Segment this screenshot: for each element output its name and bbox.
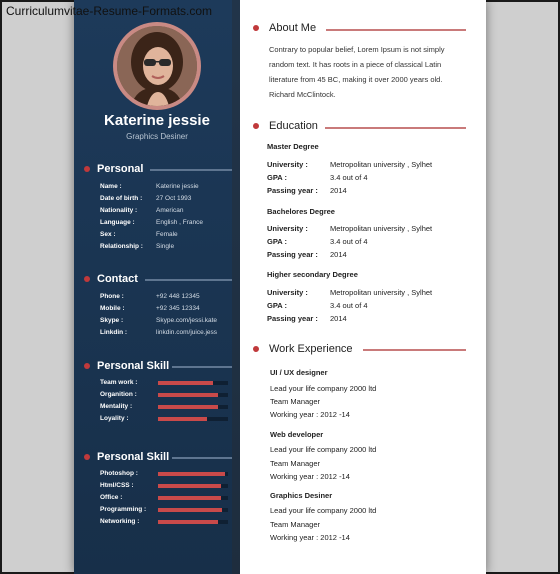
- job-years: Working year : 2012 -14: [270, 533, 350, 542]
- bullet-dot-icon: [253, 25, 259, 31]
- skill-label: Organition :: [100, 391, 137, 398]
- skill-bar: [158, 417, 228, 421]
- personal-row: Date of birth : 27 Oct 1993: [100, 195, 192, 202]
- personal-heading: Personal: [84, 163, 143, 175]
- degree-title: Higher secondary Degree: [267, 270, 358, 279]
- skill-label: Programming :: [100, 506, 147, 513]
- education-row: GPA : 3.4 out of 4: [267, 173, 368, 182]
- about-heading: About Me: [253, 22, 316, 34]
- about-text: Contrary to popular belief, Lorem Ipsum is not simply random text. It has roots in a piece of classical Latin literature from 45 BC, making it over 2000 years old. Richard McClintock.: [269, 45, 445, 99]
- job-company: Lead your life company 2000 ltd: [270, 384, 377, 393]
- education-row: University : Metropolitan university , Sylhet: [267, 160, 433, 169]
- pro-skill-heading: Personal Skill: [84, 451, 169, 463]
- skill-label: Office :: [100, 494, 123, 501]
- degree-title: Bachelores Degree: [267, 207, 335, 216]
- contact-rule: [145, 279, 232, 281]
- skill-label: Photoshop :: [100, 470, 138, 477]
- skill-bar-fill: [158, 484, 221, 488]
- personal-skill-rule: [172, 366, 232, 368]
- bullet-dot-icon: [253, 123, 259, 129]
- education-row: GPA : 3.4 out of 4: [267, 301, 368, 310]
- degree-title: Master Degree: [267, 142, 319, 151]
- skill-bar: [158, 508, 228, 512]
- education-row: University : Metropolitan university , Sylhet: [267, 224, 433, 233]
- experience-rule: [363, 349, 466, 351]
- skill-bar-fill: [158, 520, 218, 524]
- skill-bar-fill: [158, 381, 213, 385]
- job-title: Web developer: [270, 430, 324, 439]
- profile-role: Graphics Desiner: [126, 132, 188, 141]
- contact-heading: Contact: [84, 273, 138, 285]
- skill-bar-fill: [158, 417, 207, 421]
- personal-row: Name : Katerine jessie: [100, 183, 199, 190]
- education-row: GPA : 3.4 out of 4: [267, 237, 368, 246]
- skill-bar: [158, 405, 228, 409]
- education-row: University : Metropolitan university , Sylhet: [267, 288, 433, 297]
- contact-row: Skype : Skype.com/jessi.kate: [100, 317, 218, 324]
- job-company: Lead your life company 2000 ltd: [270, 506, 377, 515]
- skill-bar-fill: [158, 405, 218, 409]
- education-rule: [325, 127, 466, 129]
- contact-row: Mobile : +92 345 12334: [100, 305, 200, 312]
- personal-rule: [150, 169, 232, 171]
- education-heading: Education: [253, 120, 318, 132]
- job-position: Team Manager: [270, 397, 321, 406]
- skill-bar-fill: [158, 393, 218, 397]
- sidebar-shadow: [232, 0, 240, 574]
- bullet-dot-icon: [253, 346, 259, 352]
- skill-bar: [158, 393, 228, 397]
- skill-label: Html/CSS :: [100, 482, 134, 489]
- personal-row: Sex : Female: [100, 231, 178, 238]
- skill-label: Networking :: [100, 518, 140, 525]
- skill-bar-fill: [158, 472, 225, 476]
- skill-label: Team work :: [100, 379, 138, 386]
- bullet-dot-icon: [84, 454, 90, 460]
- pro-skill-rule: [172, 457, 232, 459]
- job-company: Lead your life company 2000 ltd: [270, 445, 377, 454]
- job-years: Working year : 2012 -14: [270, 410, 350, 419]
- skill-bar: [158, 520, 228, 524]
- contact-row: Linkdin : linkdin.com/juice.jess: [100, 329, 218, 336]
- contact-row: Phone : +92 448 12345: [100, 293, 200, 300]
- skill-bar-fill: [158, 508, 222, 512]
- job-position: Team Manager: [270, 520, 321, 529]
- about-rule: [326, 29, 466, 31]
- bullet-dot-icon: [84, 166, 90, 172]
- job-title: Graphics Desiner: [270, 491, 333, 500]
- avatar: [117, 26, 197, 106]
- bullet-dot-icon: [84, 276, 90, 282]
- personal-skill-heading: Personal Skill: [84, 360, 169, 372]
- personal-row: Language : English , France: [100, 219, 203, 226]
- watermark-text: Curriculumvitae-Resume-Formats.com: [6, 4, 213, 18]
- skill-bar: [158, 484, 228, 488]
- skill-bar: [158, 472, 228, 476]
- personal-row: Nationality : American: [100, 207, 184, 214]
- job-title: UI / UX designer: [270, 368, 328, 377]
- profile-name: Katerine jessie: [104, 112, 210, 129]
- job-position: Team Manager: [270, 459, 321, 468]
- skill-bar-fill: [158, 496, 221, 500]
- experience-heading: Work Experience: [253, 343, 353, 355]
- avatar-ring: [113, 22, 201, 110]
- skill-bar: [158, 496, 228, 500]
- education-row: Passing year : 2014: [267, 250, 347, 259]
- personal-row: Relationship : Single: [100, 243, 175, 250]
- skill-label: Mentality :: [100, 403, 133, 410]
- education-row: Passing year : 2014: [267, 186, 347, 195]
- avatar-portrait-icon: [117, 26, 197, 106]
- skill-bar: [158, 381, 228, 385]
- skill-label: Loyality :: [100, 415, 129, 422]
- job-years: Working year : 2012 -14: [270, 472, 350, 481]
- education-row: Passing year : 2014: [267, 314, 347, 323]
- bullet-dot-icon: [84, 363, 90, 369]
